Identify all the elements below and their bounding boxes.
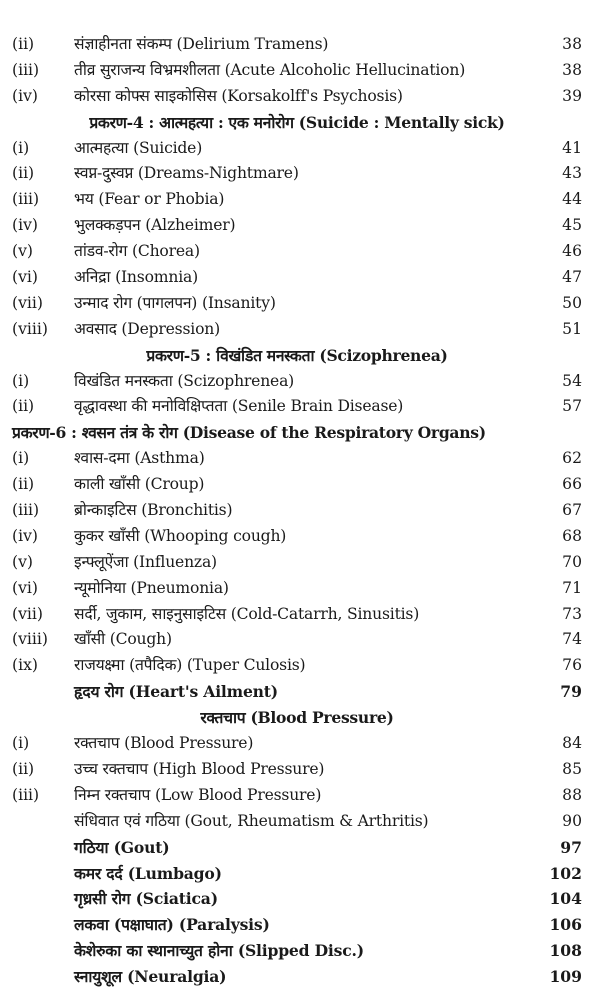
entry-page-number: 47 — [562, 268, 582, 287]
entry-page-number: 79 — [560, 682, 582, 702]
entry-number: (iii) — [12, 501, 40, 520]
toc-entry — [12, 161, 582, 187]
toc-entry — [12, 265, 582, 291]
toc-entry — [12, 602, 582, 628]
entry-title: ब्रोन्काइटिस (Bronchitis) — [74, 501, 233, 520]
toc-entry — [12, 187, 582, 213]
toc-entry — [12, 550, 582, 576]
entry-page-number: 104 — [549, 889, 582, 909]
entry-number: (vii) — [12, 293, 43, 312]
toc-entry — [12, 291, 582, 317]
entry-title: तांडव-रोग (Chorea) — [74, 242, 200, 261]
entry-page-number: 84 — [562, 734, 582, 753]
chapter-heading: प्रकरण-5 : विखंडित मनस्कता (Scizophrenea) — [146, 345, 448, 365]
entry-page-number: 43 — [562, 164, 582, 183]
entry-page-number: 85 — [562, 759, 582, 778]
entry-page-number: 68 — [562, 526, 582, 545]
toc-entry — [12, 886, 582, 912]
entry-title: अनिद्रा (Insomnia) — [74, 268, 198, 287]
toc-entry — [12, 524, 582, 550]
entry-page-number: 57 — [562, 397, 582, 416]
entry-number: (viii) — [12, 319, 48, 338]
entry-title: भय (Fear or Phobia) — [74, 190, 225, 209]
entry-number: (i) — [12, 138, 30, 157]
toc-entry — [12, 679, 582, 705]
entry-page-number: 109 — [549, 967, 582, 987]
toc-entry — [12, 731, 582, 757]
entry-page-number: 44 — [562, 190, 582, 209]
toc-entry — [12, 394, 582, 420]
entry-page-number: 54 — [562, 371, 582, 390]
entry-number: (iv) — [12, 216, 38, 235]
entry-title: खाँसी (Cough) — [74, 630, 172, 649]
entry-page-number: 90 — [562, 811, 582, 830]
chapter-heading: प्रकरण-4 : आत्महत्या : एक मनोरोग (Suicide : Mentally sick) — [89, 112, 505, 132]
entry-title: लकवा (पक्षाघात) (Paralysis) — [74, 915, 270, 935]
entry-number: (iv) — [12, 86, 38, 105]
entry-page-number: 74 — [562, 630, 582, 649]
entry-page-number: 108 — [549, 941, 582, 961]
entry-number: (vi) — [12, 268, 38, 287]
entry-title: केशेरुका का स्थानाच्युत होना (Slipped Disc.) — [74, 941, 364, 961]
entry-number: (iii) — [12, 785, 40, 804]
entry-page-number: 67 — [562, 501, 582, 520]
entry-title: उन्माद रोग (पागलपन) (Insanity) — [74, 293, 276, 312]
entry-page-number: 71 — [562, 578, 582, 597]
toc-entry — [12, 627, 582, 653]
entry-page-number: 76 — [562, 656, 582, 675]
entry-page-number: 73 — [562, 604, 582, 623]
toc-entry — [12, 835, 582, 861]
toc-entry — [12, 964, 582, 990]
entry-title: रक्तचाप (Blood Pressure) — [74, 734, 254, 753]
entry-page-number: 38 — [562, 60, 582, 79]
entry-title: संधिवात एवं गठिया (Gout, Rheumatism & Arthritis) — [74, 811, 429, 830]
entry-number: (i) — [12, 734, 30, 753]
entry-title: कुकर खाँसी (Whooping cough) — [74, 526, 287, 545]
toc-entry — [12, 213, 582, 239]
entry-number: (i) — [12, 449, 30, 468]
entry-title: अवसाद (Depression) — [74, 319, 220, 338]
toc-entry — [12, 938, 582, 964]
entry-title: कोरसा कोफ्स साइकोसिस (Korsakolff's Psychosis) — [74, 86, 403, 105]
toc-entry — [12, 912, 582, 938]
entry-number: (ii) — [12, 164, 35, 183]
entry-page-number: 62 — [562, 449, 582, 468]
entry-title: विखंडित मनस्कता (Scizophrenea) — [74, 371, 295, 390]
entry-title: आत्महत्या (Suicide) — [74, 138, 203, 157]
entry-title: गृध्रसी रोग (Sciatica) — [74, 889, 218, 909]
entry-page-number: 38 — [562, 35, 582, 53]
toc-entry — [12, 472, 582, 498]
toc-entry — [12, 498, 582, 524]
entry-page-number: 46 — [562, 242, 582, 261]
entry-page-number: 97 — [560, 837, 582, 857]
entry-page-number: 41 — [562, 138, 582, 157]
entry-title: न्यूमोनिया (Pneumonia) — [74, 578, 229, 597]
toc-entry — [12, 58, 582, 84]
entry-title: काली खाँसी (Croup) — [74, 475, 205, 494]
toc-entry — [12, 783, 582, 809]
entry-page-number: 102 — [549, 863, 582, 883]
entry-title: उच्च रक्तचाप (High Blood Pressure) — [74, 759, 325, 778]
toc-entry — [12, 317, 582, 343]
entry-number: (iii) — [12, 60, 40, 79]
entry-page-number: 50 — [562, 293, 582, 312]
entry-page-number: 45 — [562, 216, 582, 235]
entry-page-number: 66 — [562, 475, 582, 494]
entry-title: तीव्र सुराजन्य विभ्रमशीलता (Acute Alcoholic Hellucination) — [74, 60, 466, 79]
toc-entry — [12, 757, 582, 783]
entry-page-number: 51 — [562, 319, 582, 338]
entry-number: (i) — [12, 371, 30, 390]
toc-entry — [12, 861, 582, 887]
entry-page-number: 106 — [549, 915, 582, 935]
entry-number: (viii) — [12, 630, 48, 649]
entry-title: स्वप्न-दुस्वप्न (Dreams-Nightmare) — [74, 164, 299, 183]
entry-title: हृदय रोग (Heart's Ailment) — [74, 682, 278, 702]
entry-page-number: 70 — [562, 552, 582, 571]
chapter-heading: रक्तचाप (Blood Pressure) — [200, 708, 394, 728]
entry-title: राजयक्ष्मा (तपैदिक) (Tuper Culosis) — [74, 656, 306, 675]
entry-number: (vi) — [12, 578, 38, 597]
entry-title: भुलक्कड़पन (Alzheimer) — [74, 216, 236, 235]
entry-title: वृद्धावस्था की मनोविक्षिप्तता (Senile Brain Disease) — [74, 397, 404, 416]
toc-entry — [12, 136, 582, 162]
entry-title: कमर दर्द (Lumbago) — [74, 863, 222, 883]
entry-number: (ii) — [12, 475, 35, 494]
entry-number: (v) — [12, 552, 33, 571]
entry-number: (vii) — [12, 604, 43, 623]
entry-number: (iv) — [12, 526, 38, 545]
entry-title: निम्न रक्तचाप (Low Blood Pressure) — [74, 785, 322, 804]
toc-entry — [12, 653, 582, 679]
entry-number: (v) — [12, 242, 33, 261]
entry-title: संज्ञाहीनता संकम्प (Delirium Tramens) — [74, 35, 329, 53]
toc-entry — [12, 809, 582, 835]
toc-entry — [12, 239, 582, 265]
entry-page-number: 88 — [562, 785, 582, 804]
entry-title: इन्फ्लूऐंजा (Influenza) — [74, 552, 217, 571]
toc-entry — [12, 32, 582, 58]
toc-entry — [12, 576, 582, 602]
entry-number: (iii) — [12, 190, 40, 209]
entry-title: श्वास-दमा (Asthma) — [74, 449, 205, 468]
entry-number: (ix) — [12, 656, 38, 675]
entry-page-number: 39 — [562, 86, 582, 105]
entry-number: (ii) — [12, 397, 35, 416]
entry-title: गठिया (Gout) — [74, 837, 170, 857]
entry-number: (ii) — [12, 759, 35, 778]
toc-entry — [12, 84, 582, 110]
toc-entry — [12, 446, 582, 472]
chapter-heading: प्रकरण-6 : श्वसन तंत्र के रोग (Disease of the Respiratory Organs) — [12, 423, 486, 443]
entry-title: सर्दी, जुकाम, साइनुसाइटिस (Cold-Catarrh, Sinusitis) — [74, 604, 420, 623]
entry-number: (ii) — [12, 35, 35, 53]
toc-entry — [12, 369, 582, 395]
entry-title: स्नायुशूल (Neuralgia) — [74, 967, 227, 987]
